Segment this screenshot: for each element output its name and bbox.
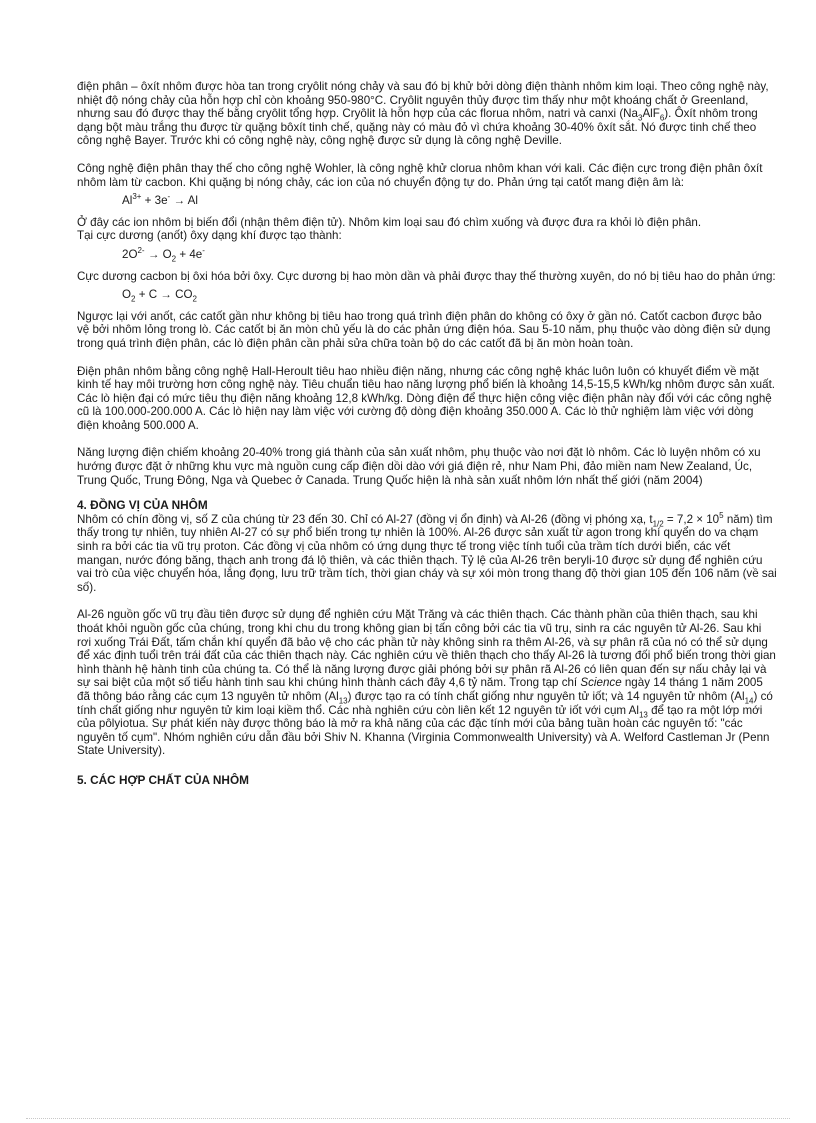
superscript: 3+	[132, 192, 142, 202]
paragraph-electrolysis-cryolite	[77, 80, 777, 148]
equation-cathode	[122, 194, 777, 208]
eq-text: 2O	[122, 247, 138, 261]
paragraph-hall-heroult: Điện phân nhôm bằng công nghệ Hall-Heroult tiêu hao nhiều điện năng, nhưng các công nghệ khác luôn luôn có khuyết điểm về mặt kinh tế hay môi trường hơn công nghệ này. Tiêu chuẩn tiêu hao năng lượng phổ biến là khoảng 14,5-15,5 kWh/kg nhôm được sản xuất. Các lò hiện đại có mức tiêu thụ điện năng khoảng 12,8 kWh/kg. Dòng điện để thực hiện công việc điện phân này đối với các công nghệ cũ là 100.000-200.000 A. Các lò hiện nay làm việc với cường độ dòng điện khoảng 350.000 A. Các lò thử nghiệm làm việc với dòng điện khoảng 500.000 A.	[77, 364, 776, 432]
section-heading-compounds: 5. CÁC HỢP CHẤT CỦA NHÔM	[77, 772, 249, 787]
eq-text: → Al	[170, 194, 198, 208]
subscript: 2	[192, 294, 197, 304]
paragraph-aluminium-ions: Ở đây các ion nhôm bị biến đổi (nhận thêm điện tử). Nhôm kim loại sau đó chìm xuống và được đưa ra khỏi lò điện phân.	[77, 215, 702, 229]
subscript: 1/2	[652, 519, 664, 529]
text-run: Al-26 nguồn gốc vũ trụ đầu tiên được sử dụng để nghiên cứu Mặt Trăng và các thiên thạch. Các thành phần của thiên thạch, sau khi thoát khỏi nguồn gốc của chúng, trong khi chu du trong không gian bị tấn công bởi các tia vũ trụ, sinh ra các nguyên tử Al-26. Sau khi rơi xuống Trái Đất, tấm chắn khí quyển đã bảo vệ cho các phần tử này không sinh ra thêm Al-26, và sự phân rã của nó có thể sử dụng để xác định tuổi trên trái đất của các thiên thạch này. Các nghiên cứu về thiên thạch cho thấy Al-26 là tương đối phổ biến trong thời gian hình thành hệ hành tinh của chúng ta. Có thể là năng lượng được giải phóng bởi sự phân rã Al-26 có liên quan đến sự nấu chảy lại và sự sai biệt của một số tiểu hành tinh sau khi chúng hình thành cách đây 4,6 tỷ năm. Trong tạp chí	[77, 608, 776, 690]
paragraph-energy-cost: Năng lượng điện chiếm khoảng 20-40% trong giá thành của sản xuất nhôm, phụ thuộc vào nơi đặt lò nhôm. Các lò luyện nhôm có xu hướng được đặt ở những khu vực mà nguồn cung cấp điện dồi dào với giá điện rẻ, như Nam Phi, đảo miền nam New Zealand, Úc, Trung Quốc, Trung Đông, Nga và Quebec ở Canada. Trung Quốc hiện là nhà sản xuất nhôm lớn nhất thế giới (năm 2004)	[77, 446, 761, 487]
paragraph-electrolysis-tech: Công nghệ điện phân thay thế cho công nghệ Wohler, là công nghệ khử clorua nhôm khan với kali. Các điện cực trong điện phân ôxít nhôm làm từ cacbon. Khi quặng bị nóng chảy, các ion của nó chuyển động tự do. Phản ứng tại catốt mang điện âm là:	[77, 161, 763, 189]
text-run: AlF	[642, 107, 660, 121]
paragraph-carbon-anode: Cực dương cacbon bị ôxi hóa bởi ôxy. Cực dương bị hao mòn dần và phải được thay thế thường xuyên, do nó bị tiêu hao do phản ứng:	[77, 269, 776, 283]
paragraph-anode: Tại cực dương (anốt) ôxy dạng khí được tạo thành:	[77, 229, 342, 243]
eq-text: + 4e	[176, 247, 203, 261]
text-run: = 7,2 × 10	[663, 512, 720, 526]
journal-name: Science	[580, 676, 622, 690]
text-run: năm) tìm thấy trong tự nhiên, tuy nhiên Al-27 có sự phổ biến trong tự nhiên là 100%. Al-26 được sản xuất từ agon trong khí quyển do va chạm sinh ra bởi các tia vũ trụ proton. Các đồng vị của nhôm có ứng dụng thực tế trong việc tính tuổi của trầm tích dưới biển, các vết mangan, nước đóng băng, thạch anh trong đá lộ thiên, và các thiên thạch. Tỷ lệ của Al-26 trên beryli-10 được sử dụng để nghiên cứu vai trò của việc chuyển hóa, lắng đọng, lưu trữ trầm tích, thời gian cháy và sự xói mòn trong thang độ thời gian 105 đến 106 năm (về sai số).	[77, 512, 777, 594]
superscript: 5	[719, 510, 724, 520]
eq-text: → O	[144, 247, 172, 261]
eq-text: Al	[122, 194, 133, 208]
equation-anode	[122, 248, 777, 262]
subscript: 6	[659, 113, 665, 123]
eq-text: + 3e	[141, 194, 168, 208]
superscript: -	[167, 192, 171, 202]
subscript: 3	[638, 113, 643, 123]
section-heading-isotopes: 4. ĐỒNG VỊ CỦA NHÔM	[77, 498, 208, 513]
text-run: để tạo ra một lớp mới của pôlyiotua. Sự phát kiến này được thông báo là mở ra khả năng của các đặc tính mới của bảng tuần hoàn các nguyên tố: "các nguyên tố cụm". Nhóm nghiên cứu dẫn đầu bởi Shiv N. Khanna (Virginia Commonwealth University) và A. Welford Castleman Jr (Penn State University).	[77, 703, 770, 758]
page-bottom-rule	[26, 1118, 790, 1119]
text-run: ). Ôxít nhôm trong dạng bột màu trắng thu được từ quặng bôxít tinh chế, quặng này có màu đỏ vì chứa khoảng 30-40% ôxít sắt. Nó được tinh chế theo công nghệ Bayer. Trước khi có công nghệ này, công nghệ được sử dụng là công nghệ Deville.	[77, 107, 758, 148]
text-run: Nhôm có chín đồng vị, số Z của chúng từ 23 đến 30. Chỉ có Al-27 (đồng vị ổn định) và Al-26 (đồng vị phóng xạ, t	[77, 512, 653, 526]
eq-text: O	[122, 288, 132, 302]
subscript: 2	[171, 254, 177, 264]
subscript: 14	[744, 696, 754, 706]
text-run: ) được tạo ra có tính chất giống như nguyên tử iốt; và 14 nguyên tử nhôm (Al	[347, 689, 745, 703]
paragraph-al26-cosmic	[77, 608, 777, 758]
document-page	[77, 80, 777, 788]
eq-text: + C → CO	[135, 288, 193, 302]
text-run: ngày 14 tháng 1 năm 2005 đã thông báo rằng các cụm 13 nguyên tử nhôm (Al	[77, 676, 763, 703]
paragraph-isotopes	[77, 510, 777, 595]
text-run: ) có tính chất giống như nguyên tử kim loại kiềm thổ. Các nhà nghiên cứu còn liên kết 12 nguyên tử iốt với cụm Al	[77, 689, 773, 717]
superscript: 2-	[137, 246, 145, 256]
paragraph-cathodes: Ngược lại với anốt, các catốt gần như không bị tiêu hao trong quá trình điện phân do không có ôxy ở gần nó. Catốt cacbon được bảo vệ bởi nhôm lỏng trong lò. Các catốt bị ăn mòn chủ yếu là do các phản ứng điện hóa. Sau 5-10 năm, phụ thuộc vào dòng điện sử dụng trong quá trình điện phân, các lò điện phân cần phải sửa chữa toàn bộ do các catốt đã bị ăn mòn hoàn toàn.	[77, 309, 771, 350]
text-run: điện phân – ôxít nhôm được hòa tan trong cryôlit nóng chảy và sau đó bị khử bởi dòng điện thành nhôm kim loại. Theo công nghệ này, nhiệt độ nóng chảy của hỗn hợp chỉ còn khoảng 950-980°C. Cryôlit nguyên thủy được tìm thấy như một khoáng chất ở Greenland, nhưng sau đó được thay thế bằng cryôlit tổng hợp. Cryôlit là hỗn hợp của các florua nhôm, natri và canxi (Na	[77, 80, 769, 121]
subscript: 13	[338, 696, 348, 706]
subscript: 13	[638, 709, 648, 719]
subscript: 2	[131, 294, 136, 304]
equation-oxidation	[122, 288, 777, 302]
superscript: -	[202, 246, 205, 256]
